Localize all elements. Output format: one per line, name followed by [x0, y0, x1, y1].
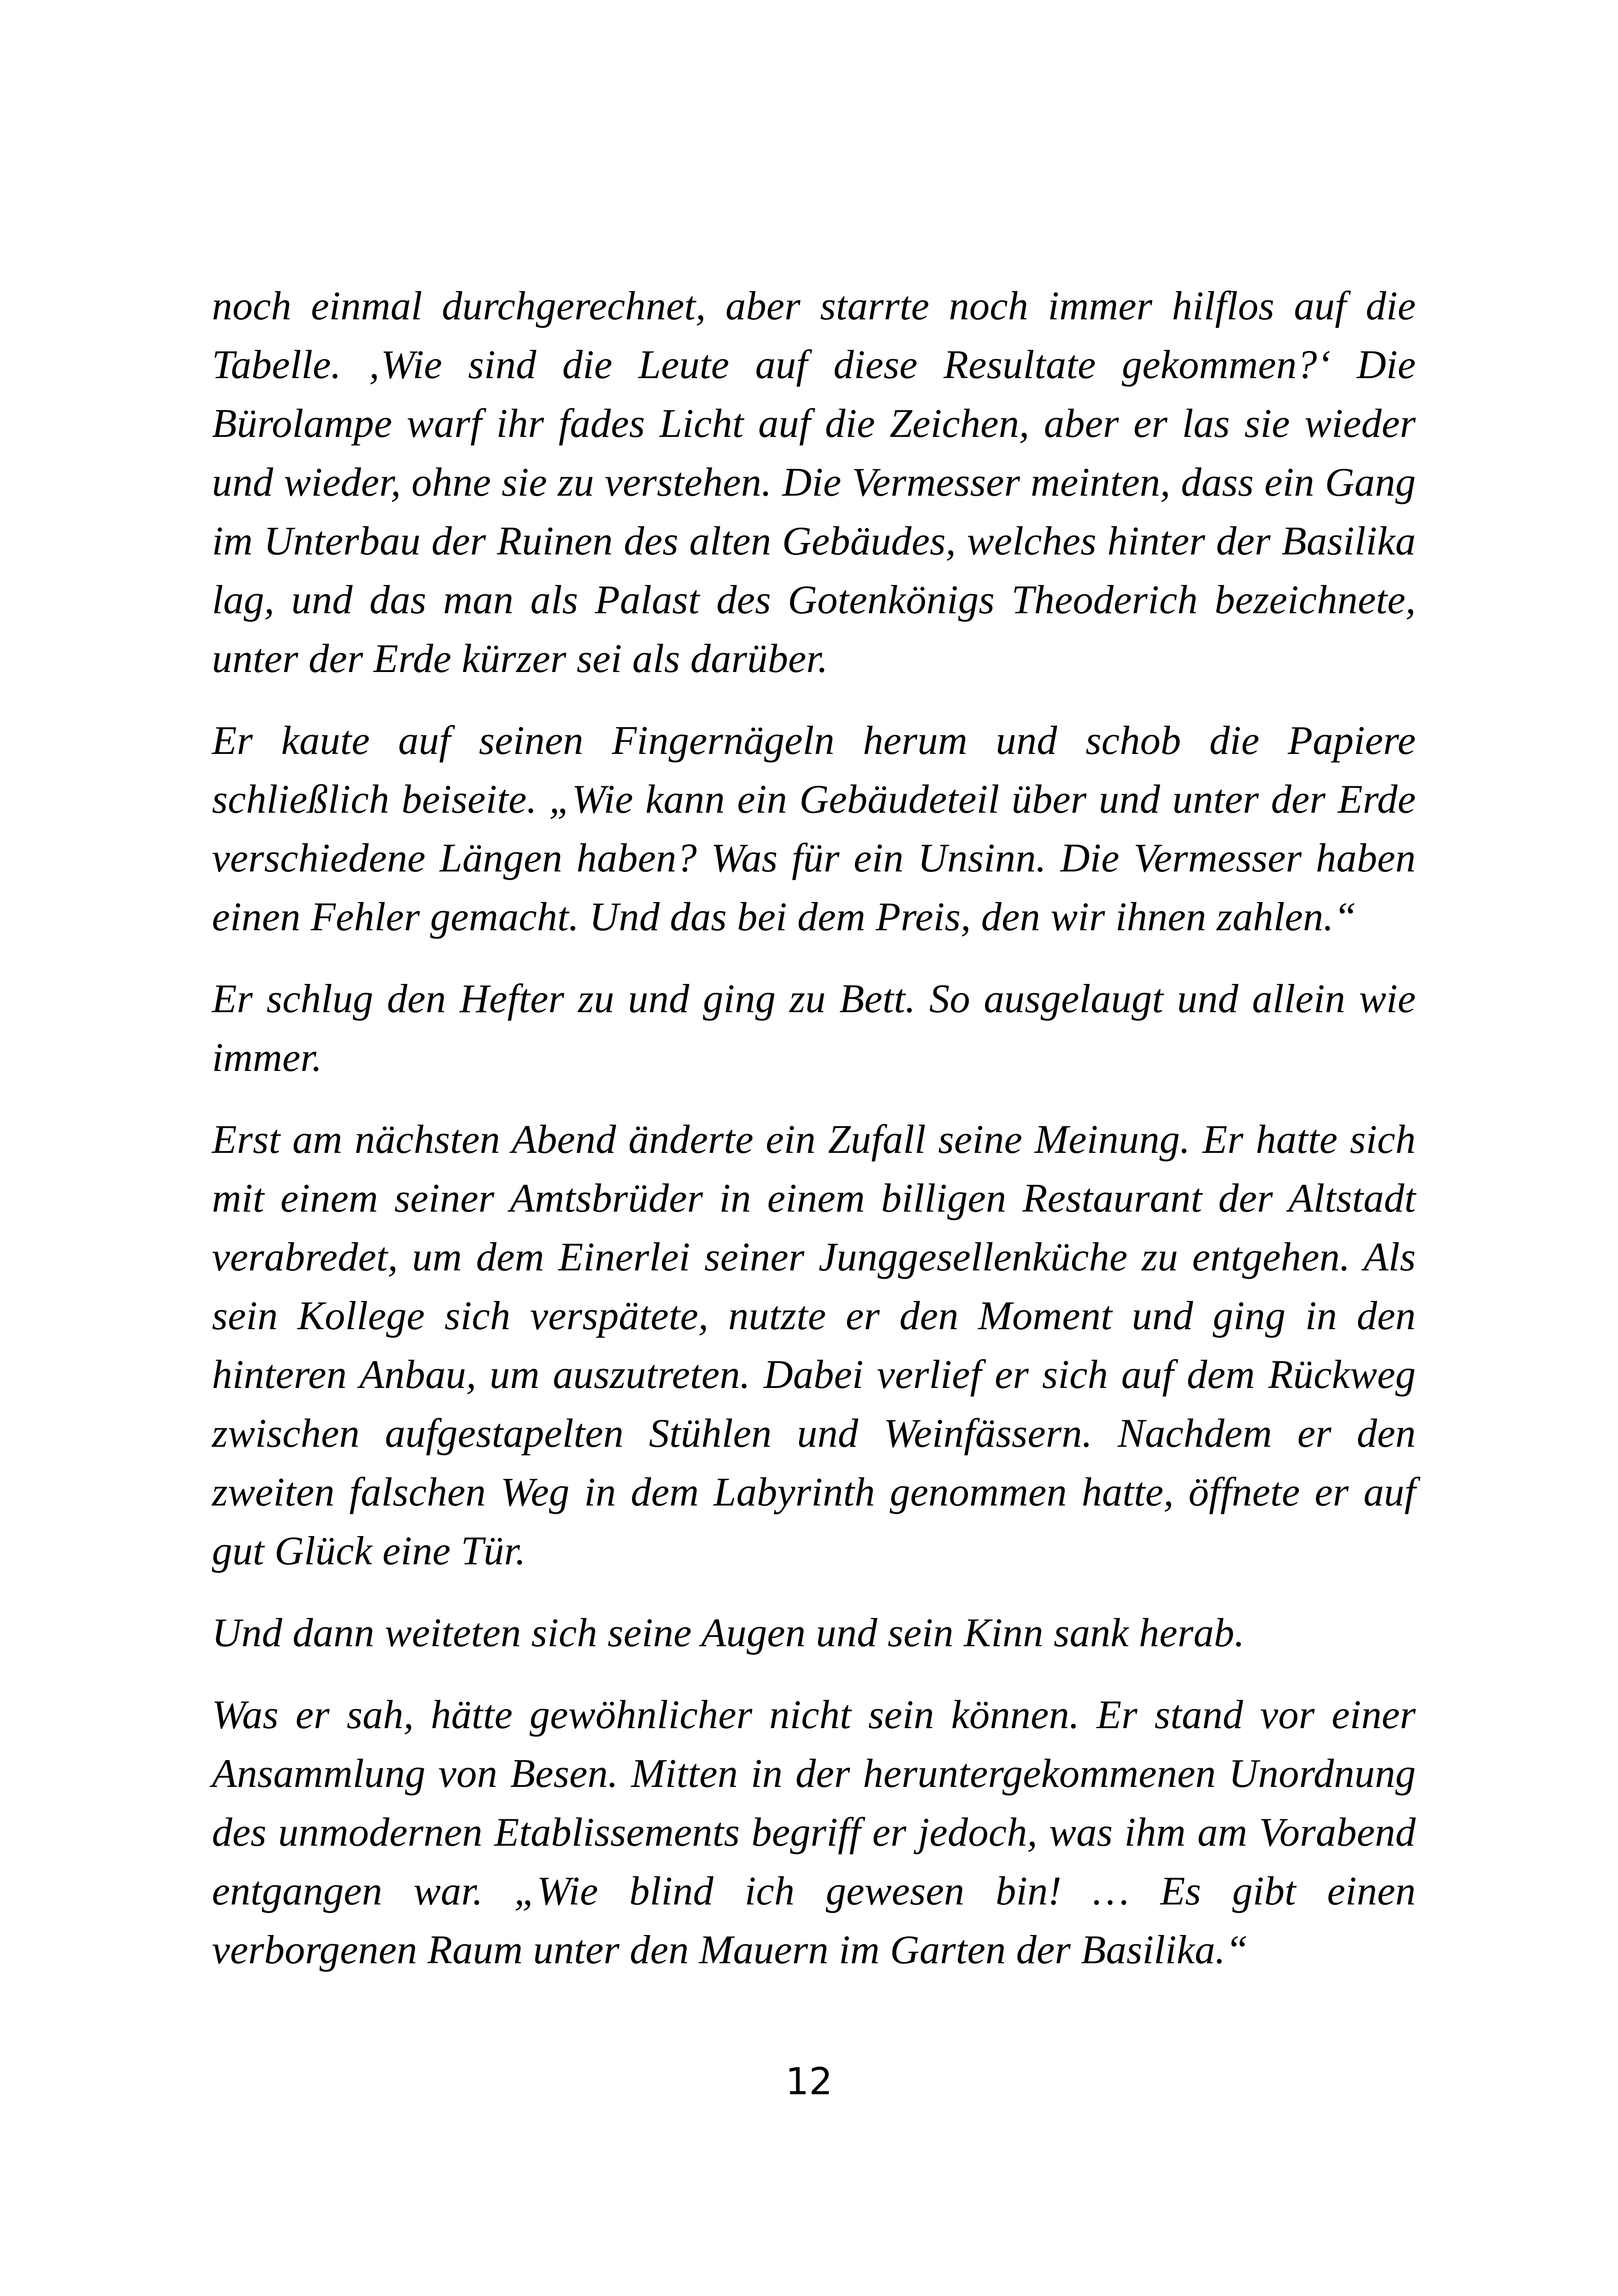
paragraph: Erst am nächsten Abend änderte ein Zufall seine Meinung. Er hatte sich mit einem seiner Amtsbrüder in einem billigen Restaurant der Altstadt verabredet, um dem Einerlei seiner Junggesellenküche zu entgehen. Als sein Kollege sich verspätete, nutzte er den Moment und ging in den hinteren Anbau, um auszutreten. Dabei verlief er sich auf dem Rückweg zwischen aufgestapelten Stühlen und Weinfässern. Nachdem er den zweiten falschen Weg in dem Labyrinth genommen hatte, öffnete er auf gut Glück eine Tür. [212, 1117, 1416, 1574]
page-number: 12 [785, 2060, 833, 2103]
paragraph: Er schlug den Hefter zu und ging zu Bett. So ausgelaugt und allein wie immer. [212, 977, 1416, 1080]
paragraph: Und dann weiteten sich seine Augen und sein Kinn sank herab. [212, 1611, 1245, 1655]
page-text [212, 277, 1416, 1979]
paragraph: Was er sah, hätte gewöhnlicher nicht sein können. Er stand vor einer Ansammlung von Besen. Mitten in der heruntergekommenen Unordnung des unmodernen Etablissements begriff er jedoch, was ihm am Vorabend entgangen war. „Wie blind ich gewesen bin! … Es gibt einen verborgenen Raum unter den Mauern im Garten der Basilika.“ [212, 1692, 1416, 1972]
paragraph: Er kaute auf seinen Fingernägeln herum und schob die Papiere schließlich beiseite. „Wie kann ein Gebäudeteil über und unter der Erde verschiedene Längen haben? Was für ein Unsinn. Die Vermesser haben einen Fehler gemacht. Und das bei dem Preis, den wir ihnen zahlen.“ [212, 718, 1416, 940]
paragraph: noch einmal durchgerechnet, aber starrte noch immer hilflos auf die Tabelle. ‚Wie sind die Leute auf diese Resultate gekommen?‘ Die Bürolampe warf ihr fades Licht auf die Zeichen, aber er las sie wieder und wieder, ohne sie zu verstehen. Die Vermesser meinten, dass ein Gang im Unterbau der Ruinen des alten Gebäudes, welches hinter der Basilika lag, und das man als Palast des Gotenkönigs Theoderich bezeichnete, unter der Erde kürzer sei als darüber. [212, 284, 1416, 681]
